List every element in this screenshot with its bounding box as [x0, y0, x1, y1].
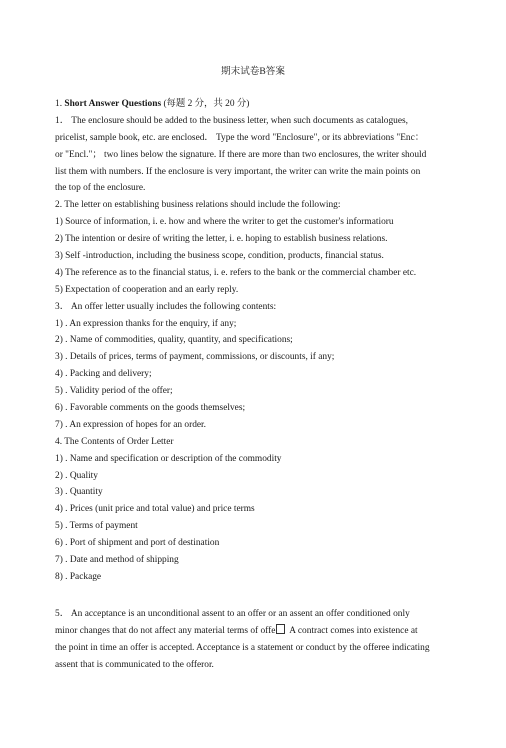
answer-line: 2. The letter on establishing business relations should include the following: — [55, 200, 341, 211]
page-title: 期末试卷B答案 — [221, 66, 285, 77]
answer-line: 1． The enclosure should be added to the business letter, when such documents as catalogues, — [55, 115, 409, 126]
para5-line-1: 5． An acceptance is an unconditional assent to an offer or an assent an offer conditioned only — [55, 608, 410, 619]
answer-line: 6) . Favorable comments on the goods themselves; — [55, 403, 246, 414]
missing-glyph-box-icon — [276, 624, 285, 634]
answer-line: 4) . Prices (unit price and total value) and price terms — [55, 504, 255, 515]
section-number: 1. — [55, 99, 63, 109]
score-note: (每题 2 分，共 20 分) — [163, 99, 250, 109]
para5-line-2 — [55, 623, 455, 640]
answer-content — [55, 96, 455, 673]
paragraph-gap — [55, 586, 455, 606]
para5-line-3: the point in time an offer is accepted. Acceptance is a statement or conduct by the offeree indicating — [55, 642, 430, 653]
answer-line: 2) . Quality — [55, 470, 98, 481]
answer-line: 8) . Package — [55, 571, 102, 582]
answer-line: 3) Self -introduction, including the business scope, condition, products, financial status. — [55, 251, 384, 262]
answer-line: list them with numbers. If the enclosure is very important, the writer can write the main points on — [55, 166, 421, 177]
answer-lines — [55, 113, 455, 586]
section-heading — [55, 96, 455, 113]
answer-line: 4) The reference as to the financial status, i. e. refers to the bank or the commercial chamber etc. — [55, 267, 417, 278]
answer-line: 2) The intention or desire of writing the letter, i. e. hoping to establish business relations. — [55, 234, 388, 245]
answer-line: 4) . Packing and delivery; — [55, 369, 152, 380]
answer-line: 3． An offer letter usually includes the following contents: — [55, 301, 277, 312]
answer-line: 1) . Name and specification or description of the commodity — [55, 453, 282, 464]
answer-line: 7) . An expression of hopes for an order. — [55, 419, 207, 430]
answer-line: 6) . Port of shipment and port of destination — [55, 538, 220, 549]
section-heading-text: Short Answer Questions — [64, 99, 162, 109]
answer-line: 5) . Validity period of the offer; — [55, 386, 173, 397]
answer-line: pricelist, sample book, etc. are enclosed． Type the word "Enclosure", or its abbreviations "Enc： — [55, 132, 425, 143]
answer-line: 5) . Terms of payment — [55, 521, 138, 532]
answer-line: 4. The Contents of Order Letter — [55, 436, 174, 447]
answer-line: 5) Expectation of cooperation and an early reply. — [55, 284, 239, 295]
para5-line-4: assent that is communicated to the offeror. — [55, 659, 214, 670]
answer-line: 7) . Date and method of shipping — [55, 555, 179, 566]
answer-line: 3) . Details of prices, terms of payment, commissions, or discounts, if any; — [55, 352, 335, 363]
para5-line-2a: minor changes that do not affect any material terms of offe — [55, 625, 276, 636]
answer-line: 1) . An expression thanks for the enquiry, if any; — [55, 318, 237, 329]
answer-line: or "Encl."； two lines below the signature. If there are more than two enclosures, the writer should — [55, 149, 427, 160]
answer-line: 1) Source of information, i. e. how and where the writer to get the customer's informatioru — [55, 217, 394, 228]
answer-line: 2) . Name of commodities, quality, quantity, and specifications; — [55, 335, 293, 346]
answer-line: 3) . Quantity — [55, 487, 103, 498]
answer-line: the top of the enclosure. — [55, 183, 146, 194]
para5-line-2b: A contract comes into existence at — [287, 625, 418, 636]
